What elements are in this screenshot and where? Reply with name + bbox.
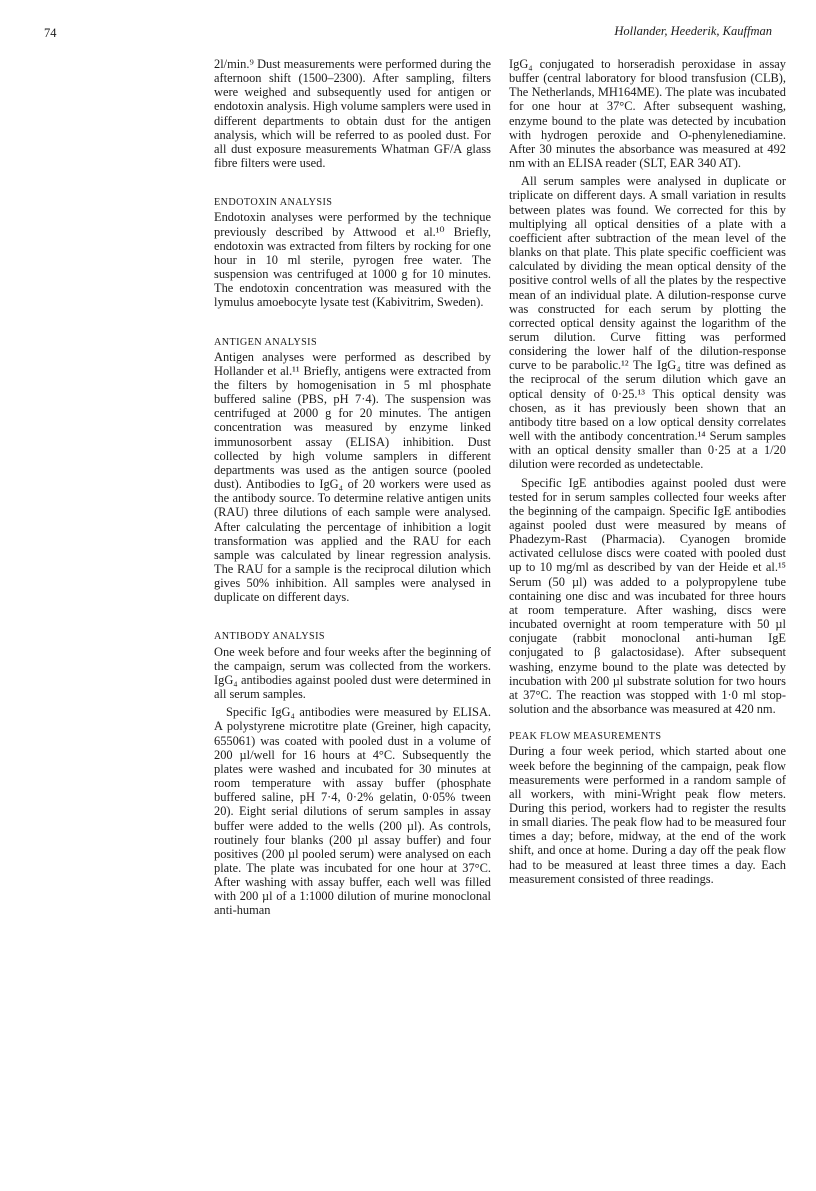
antibody-paragraph-2: Specific IgG₄ antibodies were measured by ELISA. A polystyrene microtitre plate (Greiner, high capacity, 655061) was coated with pooled dust in a volume of 200 µl/well for 16 hours at 4°C. Subsequently the plates were washed and incubated for 30 minutes at room temperature with assay buffer (phosphate buffered saline, pH 7·4, 0·2% gelatin, 0·05% tween 20). Eight serial dilutions of serum samples in assay buffer were added to the wells (200 µl). As controls, routinely four blanks (200 µl assay buffer) and four positives (200 µl pooled serum) were analysed on each plate. The plate was incubated for one hour at 37°C. After washing with assay buffer, each well was filled with 200 µl of a 1:1000 dilution of murine monoclonal anti-human: [214, 705, 491, 918]
antigen-paragraph: Antigen analyses were performed as described by Hollander et al.¹¹ Briefly, antigens were extracted from the filters by homogenisation in 5 ml phosphate buffered saline (PBS, pH 7·4). The suspension was centrifuged at 2000 g for 20 minutes. The antigen concentration was measured by enzyme linked immunosorbent assay (ELISA) inhibition. Dust collected by high volume samplers in different departments was used as the antigen source (pooled dust). Antibodies to IgG₄ of 20 workers were used as the antibody source. To determine relative antigen units (RAU) three dilutions of each sample were analysed. After calculating the percentage of inhibition a logit transformation was applied and the RAU for each sample was calculated by linear regression analysis. The RAU for a sample is the reciprocal dilution which gives 50% inhibition. All samples were analysed in duplicate on different days.: [214, 349, 491, 605]
intro-paragraph: 2l/min.⁹ Dust measurements were performed during the afternoon shift (1500–2300). After sampling, filters were weighed and subsequently used for antigen or endotoxin analysis. High volume samplers were used in different departments to obtain dust for the antigen analysis, which will be referred to as pooled dust. For all dust exposure measurements Whatman GF/A glass fibre filters were used.: [214, 57, 491, 171]
peak-flow-heading: PEAK FLOW MEASUREMENTS: [509, 731, 662, 743]
right-column: [509, 57, 786, 886]
serum-paragraph: All serum samples were analysed in duplicate or triplicate on different days. A small variation in results between plates was found. We corrected for this by multiplying all optical densities of a plate with a coefficient after subtraction of the mean level of the blanks on that plate. This plate specific coefficient was calculated by dividing the mean optical density of the positive control wells of all the plates by the respective mean of an individual plate. A dilution-response curve was constructed for each serum by plotting the corrected optical density against the logarithm of the serum dilution. Curve fitting was performed considering the lower half of the dilution-response curve to be parabolic.¹² The IgG₄ titre was defined as the reciprocal of the serum dilution which gave an optical density of 0·25.¹³ This optical density was chosen, as it has previously been shown that an antibody titre based on a low optical density correlates well with the antibody concentration.¹⁴ Serum samples with an optical density smaller than 0·25 at a 1/20 dilution were recorded as undetectable.: [509, 174, 786, 472]
ige-paragraph: Specific IgE antibodies against pooled dust were tested for in serum samples collected four weeks after the beginning of the campaign. Specific IgE antibodies against pooled dust were measured by means of Phadezym-Rast (Pharmacia). Cyanogen bromide activated cellulose discs were coated with pooled dust up to 10 mg/ml as described by van der Heide et al.¹⁵ Serum (50 µl) was added to a polypropylene tube containing one disc and was incubated for three hours at room temperature. After washing, discs were incubated overnight at room temperature with 50 µl conjugate (rabbit monoclonal anti-human IgE conjugated to β galactosidase). After subsequent washing, enzyme bound to the plate was detected by incubation with 200 µl substrate solution for two hours at 37°C. The reaction was stopped with 1·0 ml stop-solution and the absorbance was measured at 420 nm.: [509, 475, 786, 717]
antibody-heading: ANTIBODY ANALYSIS: [214, 631, 325, 643]
left-column: [214, 57, 491, 918]
page-number: 74: [44, 26, 57, 40]
peak-flow-paragraph: During a four week period, which started about one week before the beginning of the campaign, peak flow measurements were performed in a random sample of all workers, with mini-Wright peak flow meters. During this period, workers had to register the results in small diaries. The peak flow had to be measured four times a day; before, midway, at the end of the work shift, and once at home. During a day off the peak flow had to be measured at least three times a day. Each measurement consisted of three readings.: [509, 744, 786, 886]
antibody-paragraph-1: One week before and four weeks after the beginning of the campaign, serum was collected from the workers. IgG₄ antibodies against pooled dust were determined in all serum samples.: [214, 644, 491, 702]
antigen-heading: ANTIGEN ANALYSIS: [214, 336, 318, 348]
endotoxin-heading: ENDOTOXIN ANALYSIS: [214, 197, 333, 209]
endotoxin-paragraph: Endotoxin analyses were performed by the technique previously described by Attwood et al.¹⁰ Briefly, endotoxin was extracted from filters by rocking for one hour in 10 ml sterile, pyrogen free water. The suspension was centrifuged at 1000 g for 10 minutes. The endotoxin concentration was measured with the lymulus amoebocyte lysate test (Kabivitrim, Sweden).: [214, 210, 491, 310]
running-head: Hollander, Heederik, Kauffman: [614, 24, 772, 38]
continuation-paragraph: IgG₄ conjugated to horseradish peroxidase in assay buffer (central laboratory for blood transfusion (CLB), The Netherlands, MH164ME). The plate was incubated for one hour at 37°C. After subsequent washing, enzyme bound to the plate was detected by incubation with hydrogen peroxide and O-phenylenediamine. After 30 minutes the absorbance was measured at 492 nm with an ELISA reader (SLT, EAR 340 AT).: [509, 57, 786, 171]
